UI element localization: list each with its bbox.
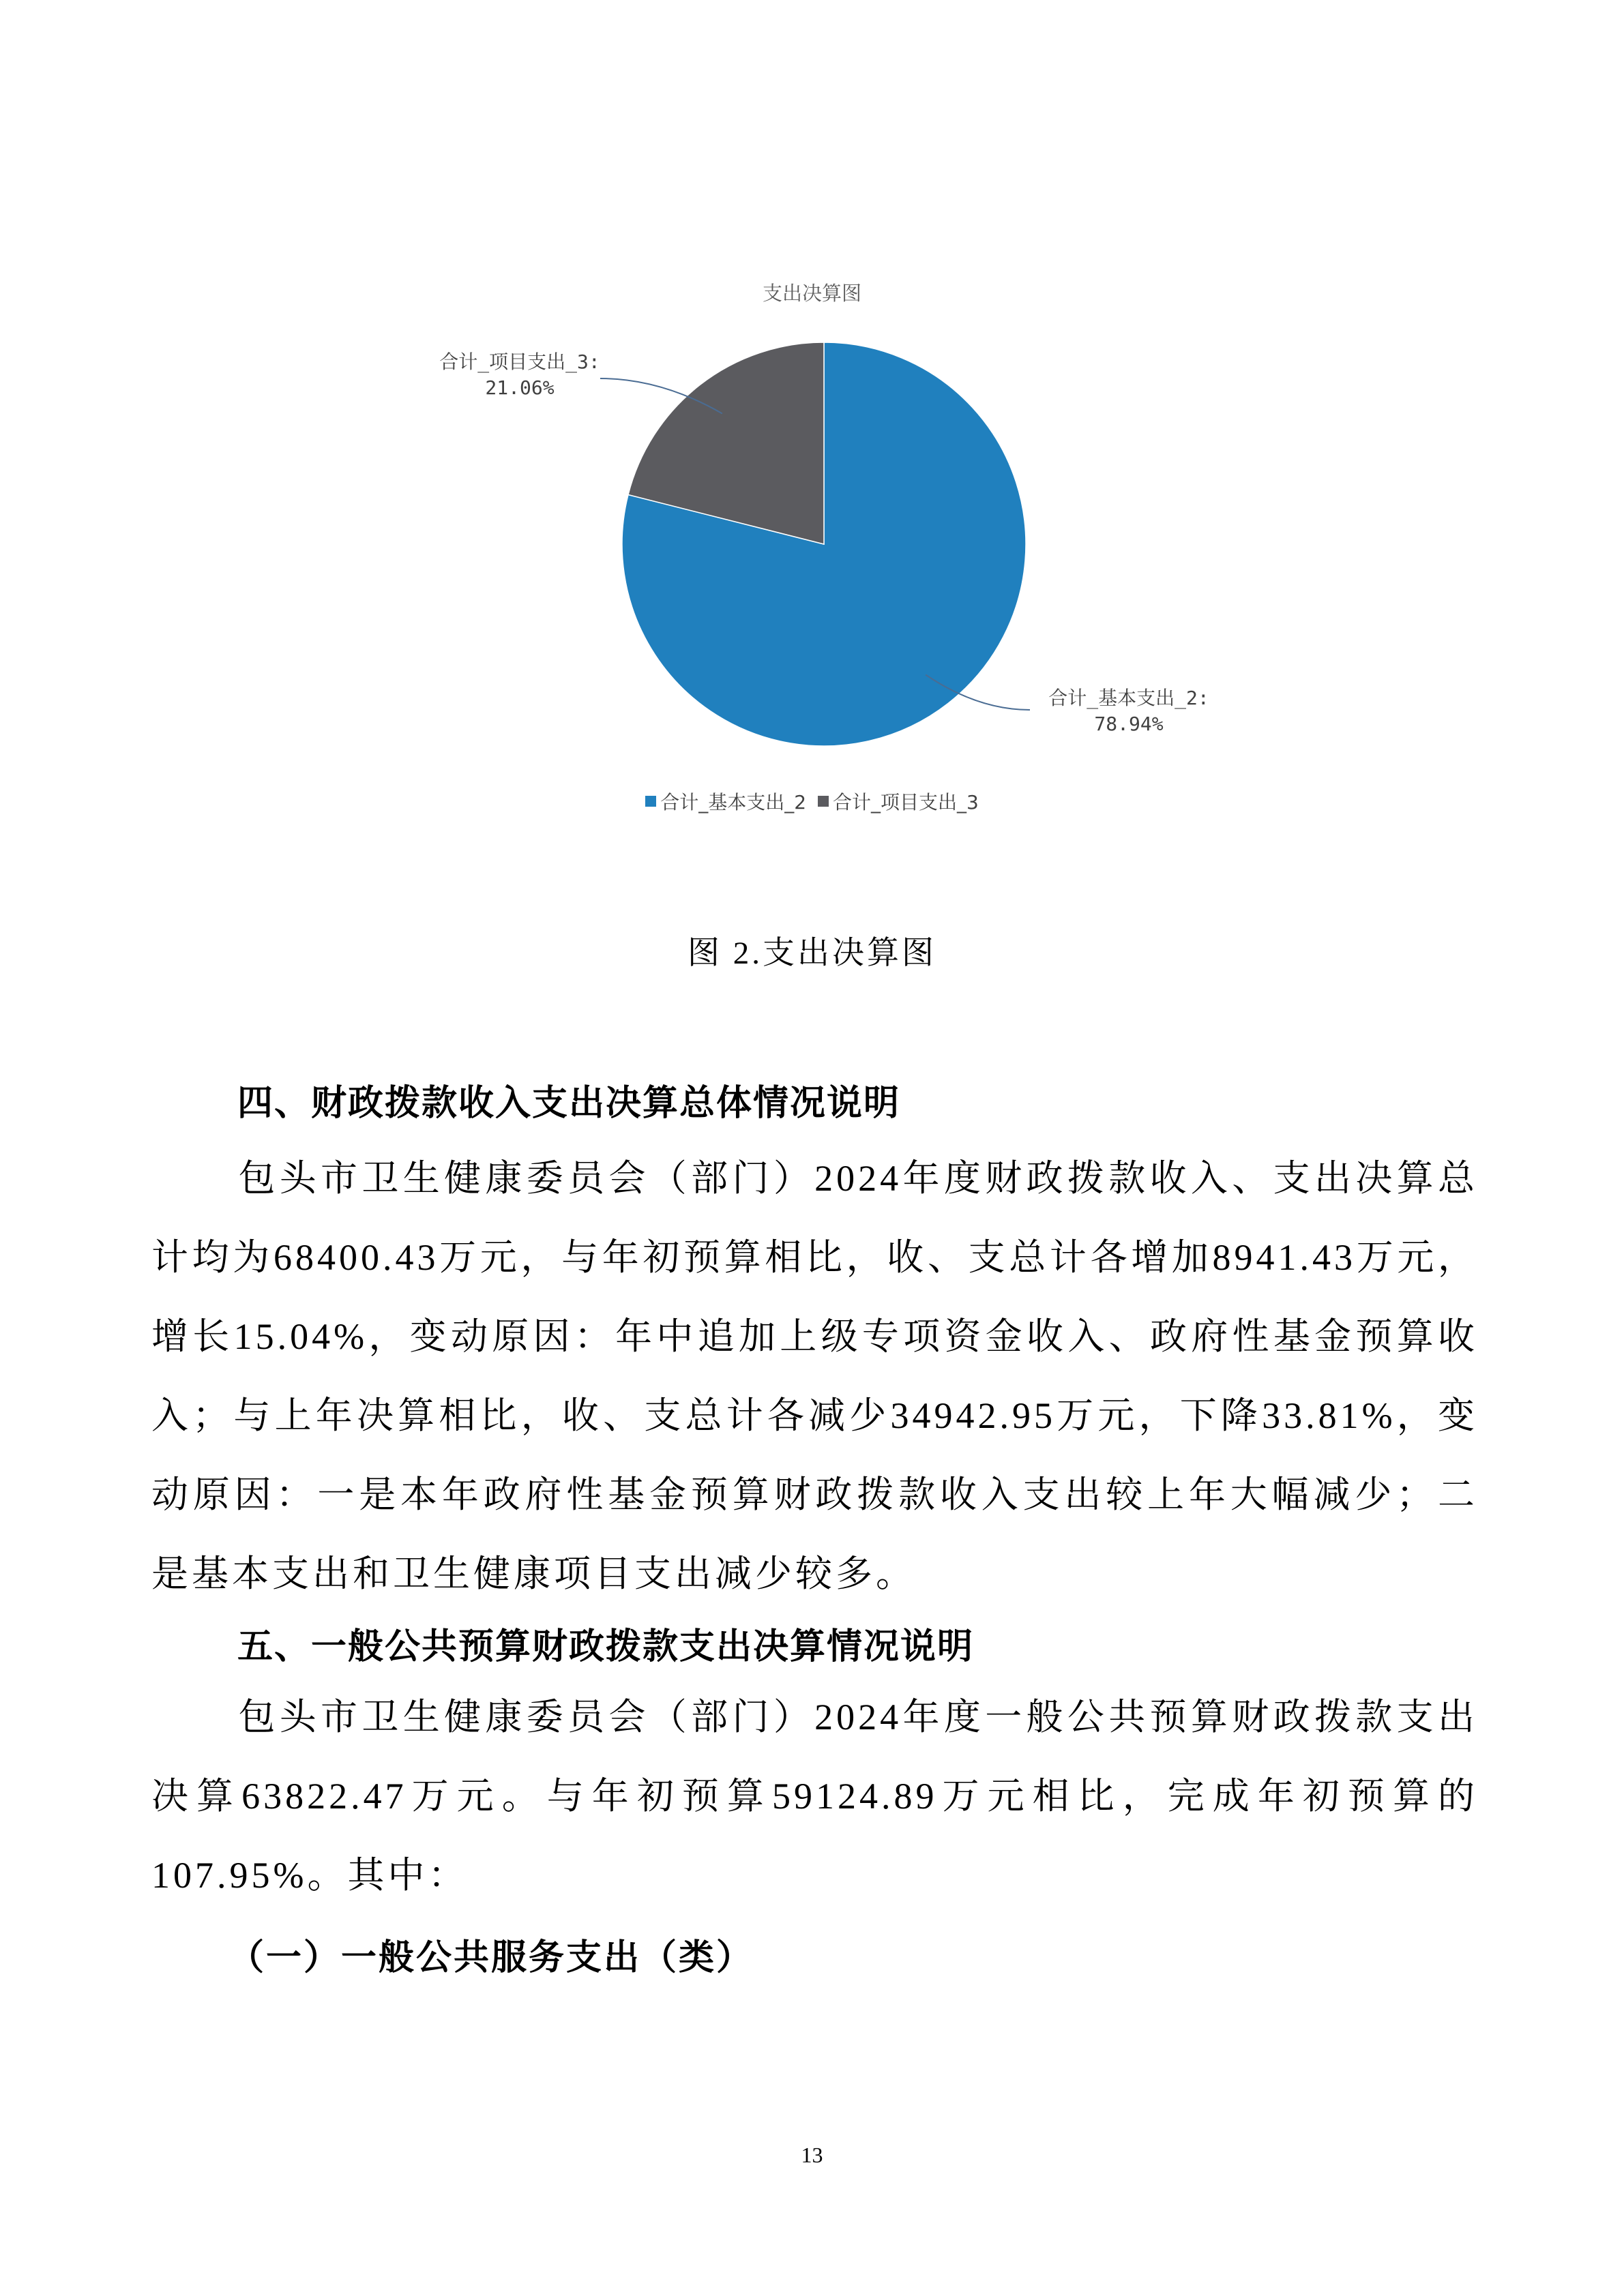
legend-item-basic-expense [645, 788, 806, 815]
data-label-basic-expense [1027, 685, 1231, 737]
section-4-paragraph [151, 1139, 1478, 1613]
data-label-value: 21.06% [485, 376, 555, 399]
data-label-project-expense [417, 349, 622, 401]
figure-caption: 图 2.支出决算图 [688, 936, 936, 971]
chart-title: 支出决算图 [762, 282, 861, 305]
section-5-paragraph [151, 1678, 1478, 1915]
subsection-heading-1: （一）一般公共服务支出（类） [228, 1937, 754, 1978]
section-heading-4: 四、财政拨款收入支出决算总体情况说明 [237, 1083, 901, 1124]
legend-label: 合计_项目支出_3 [832, 791, 979, 814]
data-label-name: 合计_项目支出_3: [439, 351, 600, 373]
data-label-name: 合计_基本支出_2: [1048, 687, 1209, 709]
pie-chart [0, 0, 1624, 886]
legend-swatch-blue [645, 796, 656, 807]
data-label-value: 78.94% [1094, 713, 1164, 735]
legend-label: 合计_基本支出_2 [660, 791, 807, 814]
legend-item-project-expense [818, 788, 979, 815]
chart-legend [0, 788, 1624, 815]
paragraph-text: 包头市卫生健康委员会（部门）2024年度财政拨款收入、支出决算总计均为68400.43万元，与年初预算相比，收、支总计各增加8941.43万元，增长15.04%，变动原因：年中追加上级专项资金收入、政府性基金预算收入；与上年决算相比，收、支总计各减少34942.95万元，下降33.81%，变动原因：一是本年政府性基金预算财政拨款收入支出较上年大幅减少；二是基本支出和卫生健康项目支出减少较多。 [151, 1158, 1478, 1594]
paragraph-text: 包头市卫生健康委员会（部门）2024年度一般公共预算财政拨款支出决算63822.47万元。与年初预算59124.89万元相比，完成年初预算的107.95%。其中： [151, 1697, 1478, 1896]
page-number: 13 [801, 2143, 823, 2167]
section-heading-5: 五、一般公共预算财政拨款支出决算情况说明 [237, 1626, 975, 1667]
legend-swatch-gray [818, 796, 829, 807]
